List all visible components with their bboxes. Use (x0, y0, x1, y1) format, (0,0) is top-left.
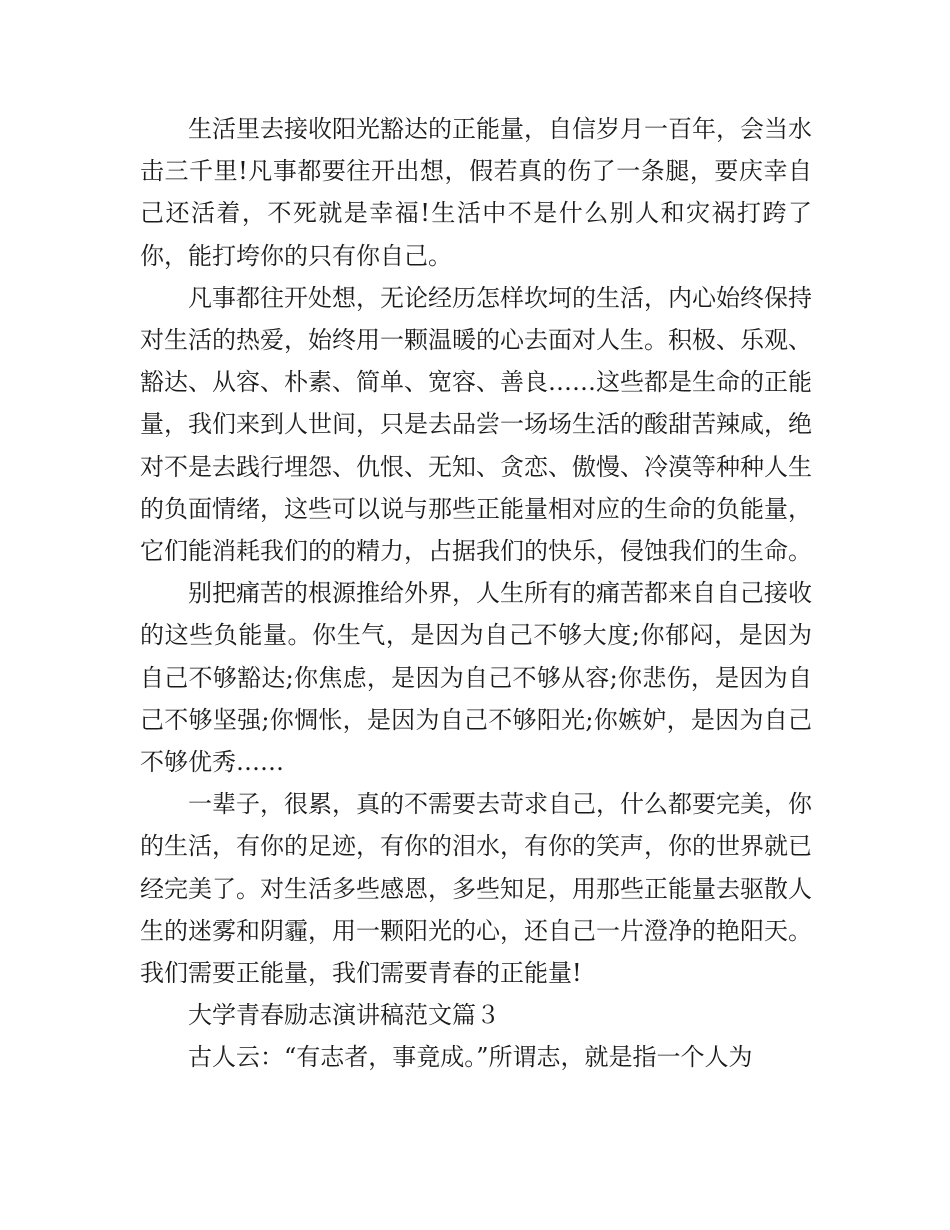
paragraph-2: 凡事都往开处想，无论经历怎样坎坷的生活，内心始终保持对生活的热爱，始终用一颗温暖的心去面对人生。积极、乐观、豁达、从容、朴素、简单、宽容、善良……这些都是生命的正能量，我们来到人世间，只是去品尝一场场生活的酸甜苦辣咸，绝对不是去践行埋怨、仇恨、无知、贪恋、傲慢、冷漠等种种人生的负面情绪，这些可以说与那些正能量相对应的生命的负能量，它们能消耗我们的的精力，占据我们的快乐，侵蚀我们的生命。 (140, 283, 812, 566)
paragraph-3: 别把痛苦的根源推给外界，人生所有的痛苦都来自自己接收的这些负能量。你生气，是因为自己不够大度;你郁闷，是因为自己不够豁达;你焦虑，是因为自己不够从容;你悲伤，是因为自己不够坚强;你惆怅，是因为自己不够阳光;你嫉妒，是因为自己不够优秀…… (140, 579, 812, 777)
paragraph-1: 生活里去接收阳光豁达的正能量，自信岁月一百年，会当水击三千里!凡事都要往开出想，假若真的伤了一条腿，要庆幸自己还活着，不死就是幸福!生活中不是什么别人和灾祸打跨了你，能打垮你的只有你自己。 (140, 115, 812, 270)
document-body (140, 108, 812, 1079)
section-heading: 大学青春励志演讲稿范文篇３ (188, 1001, 500, 1030)
paragraph-4: 一辈子，很累，真的不需要去苛求自己，什么都要完美，你的生活，有你的足迹，有你的泪水，有你的笑声，你的世界就已经完美了。对生活多些感恩，多些知足，用那些正能量去驱散人生的迷雾和阴霾，用一颗阳光的心，还自己一片澄净的艳阳天。我们需要正能量，我们需要青春的正能量! (140, 790, 812, 988)
paragraph-5: 古人云：“有志者，事竟成。”所谓志，就是指一个人为 (188, 1043, 753, 1072)
